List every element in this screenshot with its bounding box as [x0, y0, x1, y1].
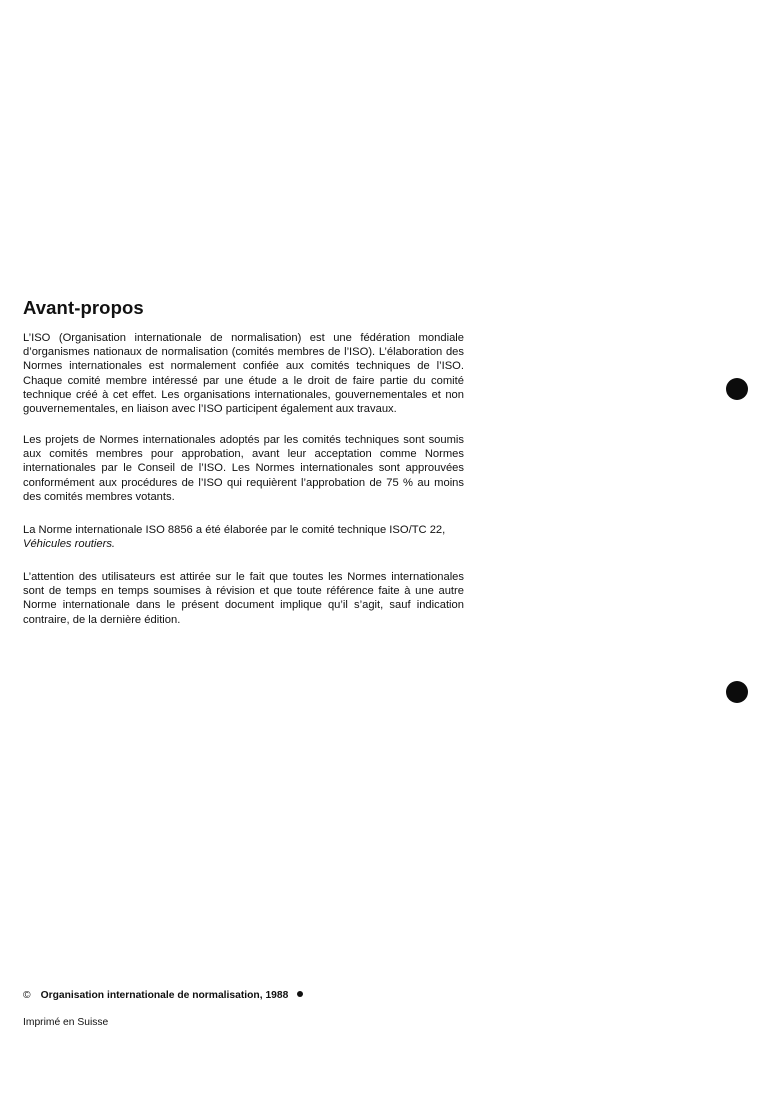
margin-dot-marker: [726, 681, 748, 703]
paragraph-revision-notice: L’attention des utilisateurs est attirée sur le fait que toutes les Normes internationales sont de temps en temps soumises à révision et que toute référence faite à une autre Norme internationale dans le présent document implique qu’il s’agit, sauf indication contraire, de la dernière édition.: [23, 571, 464, 626]
printed-in-note: Imprimé en Suisse: [23, 1017, 109, 1028]
bullet-icon: [297, 991, 303, 997]
committee-title: Véhicules routiers.: [23, 538, 116, 551]
paragraph-iso-description: L’ISO (Organisation internationale de normalisation) est une fédération mondiale d’organismes nationaux de normalisation (comités membres de l’ISO). L’élaboration des Normes internationales est normalement confiée aux comités techniques de l’ISO. Chaque comité membre intéressé par une étude a le droit de faire partie du comité technique créé à cet effet. Les organisations internationales, gouvernementales et non gouvernementales, en liaison avec l’ISO participent également aux travaux.: [23, 332, 464, 416]
paragraph-approval-process: Les projets de Normes internationales adoptés par les comités techniques sont soumis aux comités membres pour approbation, avant leur acceptation comme Normes internationales par le Conseil de l’ISO. Les Normes internationales sont approuvées conformément aux procédures de l’ISO qui requièrent l’approbation de 75 % au moins des comités membres votants.: [23, 434, 464, 503]
paragraph-standard-origin: [23, 523, 464, 551]
copyright-line: [23, 990, 303, 1001]
copyright-holder: Organisation internationale de normalisation, 1988: [40, 990, 289, 1001]
copyright-icon: ©: [23, 990, 31, 1001]
margin-dot-marker: [726, 378, 748, 400]
section-heading: Avant-propos: [23, 297, 144, 318]
standard-origin-text: La Norme internationale ISO 8856 a été élaborée par le comité technique ISO/TC 22,: [23, 524, 446, 536]
